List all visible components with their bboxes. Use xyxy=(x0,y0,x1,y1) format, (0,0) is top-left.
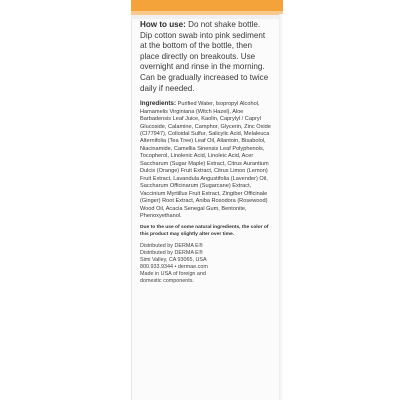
how-to-use-text: Do not shake bottle. Dip cotton swab into pink sediment at the bottom of the bottle, then place directly on breakouts. Use overnight and rinse in the morning. Can be gradually increased to twice daily if needed. xyxy=(140,20,269,93)
how-to-use-label: How to use: xyxy=(140,20,186,29)
distributor-info xyxy=(140,243,271,284)
distributor-line-4: 800.933.9344 • dermae.com xyxy=(140,263,208,270)
package-shadow xyxy=(279,14,283,400)
ingredients-section xyxy=(140,100,271,220)
distributor-line-2: Distributed by DERMA E® xyxy=(140,250,203,257)
distributor-line-3: Simi Valley, CA 93065, USA xyxy=(140,257,207,264)
package-top-flap xyxy=(131,15,283,19)
distributor-line-5: Made in USA of foreign and xyxy=(140,270,206,277)
how-to-use-section xyxy=(140,20,271,94)
package-label-text xyxy=(140,20,271,285)
color-change-note: Due to the use of some natural ingredients, the color of this product may slightly alter over time. xyxy=(140,225,269,237)
ingredients-text: Purified Water, Isopropyl Alcohol, Hamamelis Virginiana (Witch Hazel), Aloe Barbadensis Leaf Juice, Kaolin, Caprylyl / Capryl Glucoside, Calamine, Camphor, Glycerin, Zinc Oxide (CI77947), Colloidal Sulfur, Salicylic Acid, Melaleuca Alternifolia (Tea Tree) Leaf Oil, Allantoin, Bisabolol, Niacinamide, Camellia Sinensis Leaf Polyphenols, Tocopherol, Linolenic Acid, Linoleic Acid, Acer Saccharum (Sugar Maple) Extract, Citrus Aurantium Dulcis (Orange) Fruit Extract, Citrus Limon (Lemon) Fruit Extract, Lavandula Angustifolia (Lavender) Oil, Saccharum Officinarum (Sugarcane) Extract, Vaccinium Myrtillus Fruit Extract, Zingiber Officinale (Ginger) Root Extract, Aniba Rosodora (Rosewood) Wood Oil, Acacia Senegal Gum, Bentonite, Phenoxyethanol. xyxy=(140,101,271,219)
distributor-line-6: domestic components. xyxy=(140,277,194,284)
distributor-line-1: Distributed by DERMA E® xyxy=(140,243,203,250)
ingredients-label: Ingredients: xyxy=(140,100,177,108)
